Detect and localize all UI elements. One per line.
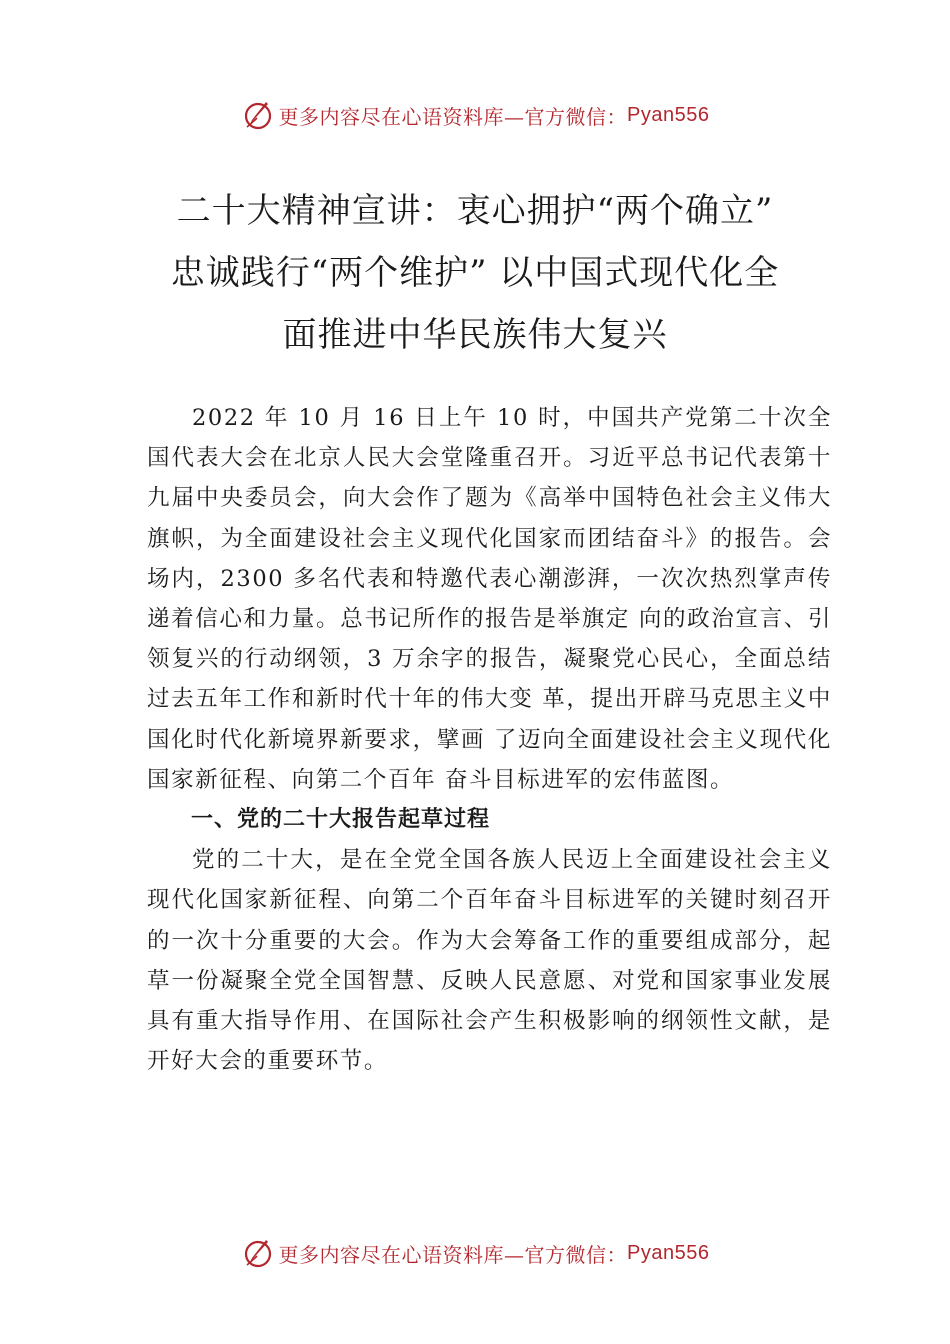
quill-logo-icon bbox=[241, 1236, 275, 1270]
document-title bbox=[110, 180, 840, 366]
watermark-banner-top bbox=[0, 95, 950, 135]
title-line: 二十大精神宣讲：衷心拥护“两个确立” bbox=[176, 191, 774, 231]
document-body bbox=[147, 398, 832, 1081]
quill-logo-icon bbox=[241, 98, 275, 132]
watermark-wechat-id: Pyan556 bbox=[627, 103, 710, 126]
section-heading: 一、党的二十大报告起草过程 bbox=[191, 807, 491, 833]
watermark-wechat-id: Pyan556 bbox=[627, 1241, 710, 1264]
title-line: 面推进中华民族伟大复兴 bbox=[282, 315, 668, 355]
title-line: 忠诚践行“两个维护” 以中国式现代化全 bbox=[170, 253, 780, 293]
watermark-text: 更多内容尽在心语资料库—官方微信： bbox=[278, 104, 628, 129]
body-paragraph: 党的二十大，是在全党全国各族人民迈上全面建设社会主义现代化国家新征程、向第二个百年奋斗目标进军的关键时刻召开的一次十分重要的大会。作为大会筹备工作的重要组成部分，起草一份凝聚全党全国智慧、反映人民意愿、对党和国家事业发展具有重大指导作用、在国际社会产生积极影响的纲领性文献，是开好大会的重要环节。 bbox=[147, 847, 832, 1075]
watermark-banner-bottom bbox=[0, 1233, 950, 1273]
watermark-text: 更多内容尽在心语资料库—官方微信： bbox=[278, 1242, 628, 1267]
body-paragraph: 2022 年 10 月 16 日上午 10 时，中国共产党第二十次全国代表大会在北京人民大会堂隆重召开。习近平总书记代表第十九届中央委员会，向大会作了题为《高举中国特色社会主义伟大旗帜，为全面建设社会主义现代化国家而团结奋斗》的报告。会场内，2300 多名代表和特邀代表心潮澎湃，一次次热烈掌声传递着信心和力量。总书记所作的报告是举旗定 向的政治宣言、引领复兴的行动纲领，3 万余字的报告，凝聚党心民心，全面总结过去五年工作和新时代十年的伟大变 革，提出开辟马克思主义中国化时代化新境界新要求，擘画 了迈向全面建设社会主义现代化国家新征程、向第二个百年 奋斗目标进军的宏伟蓝图。 bbox=[147, 405, 832, 793]
